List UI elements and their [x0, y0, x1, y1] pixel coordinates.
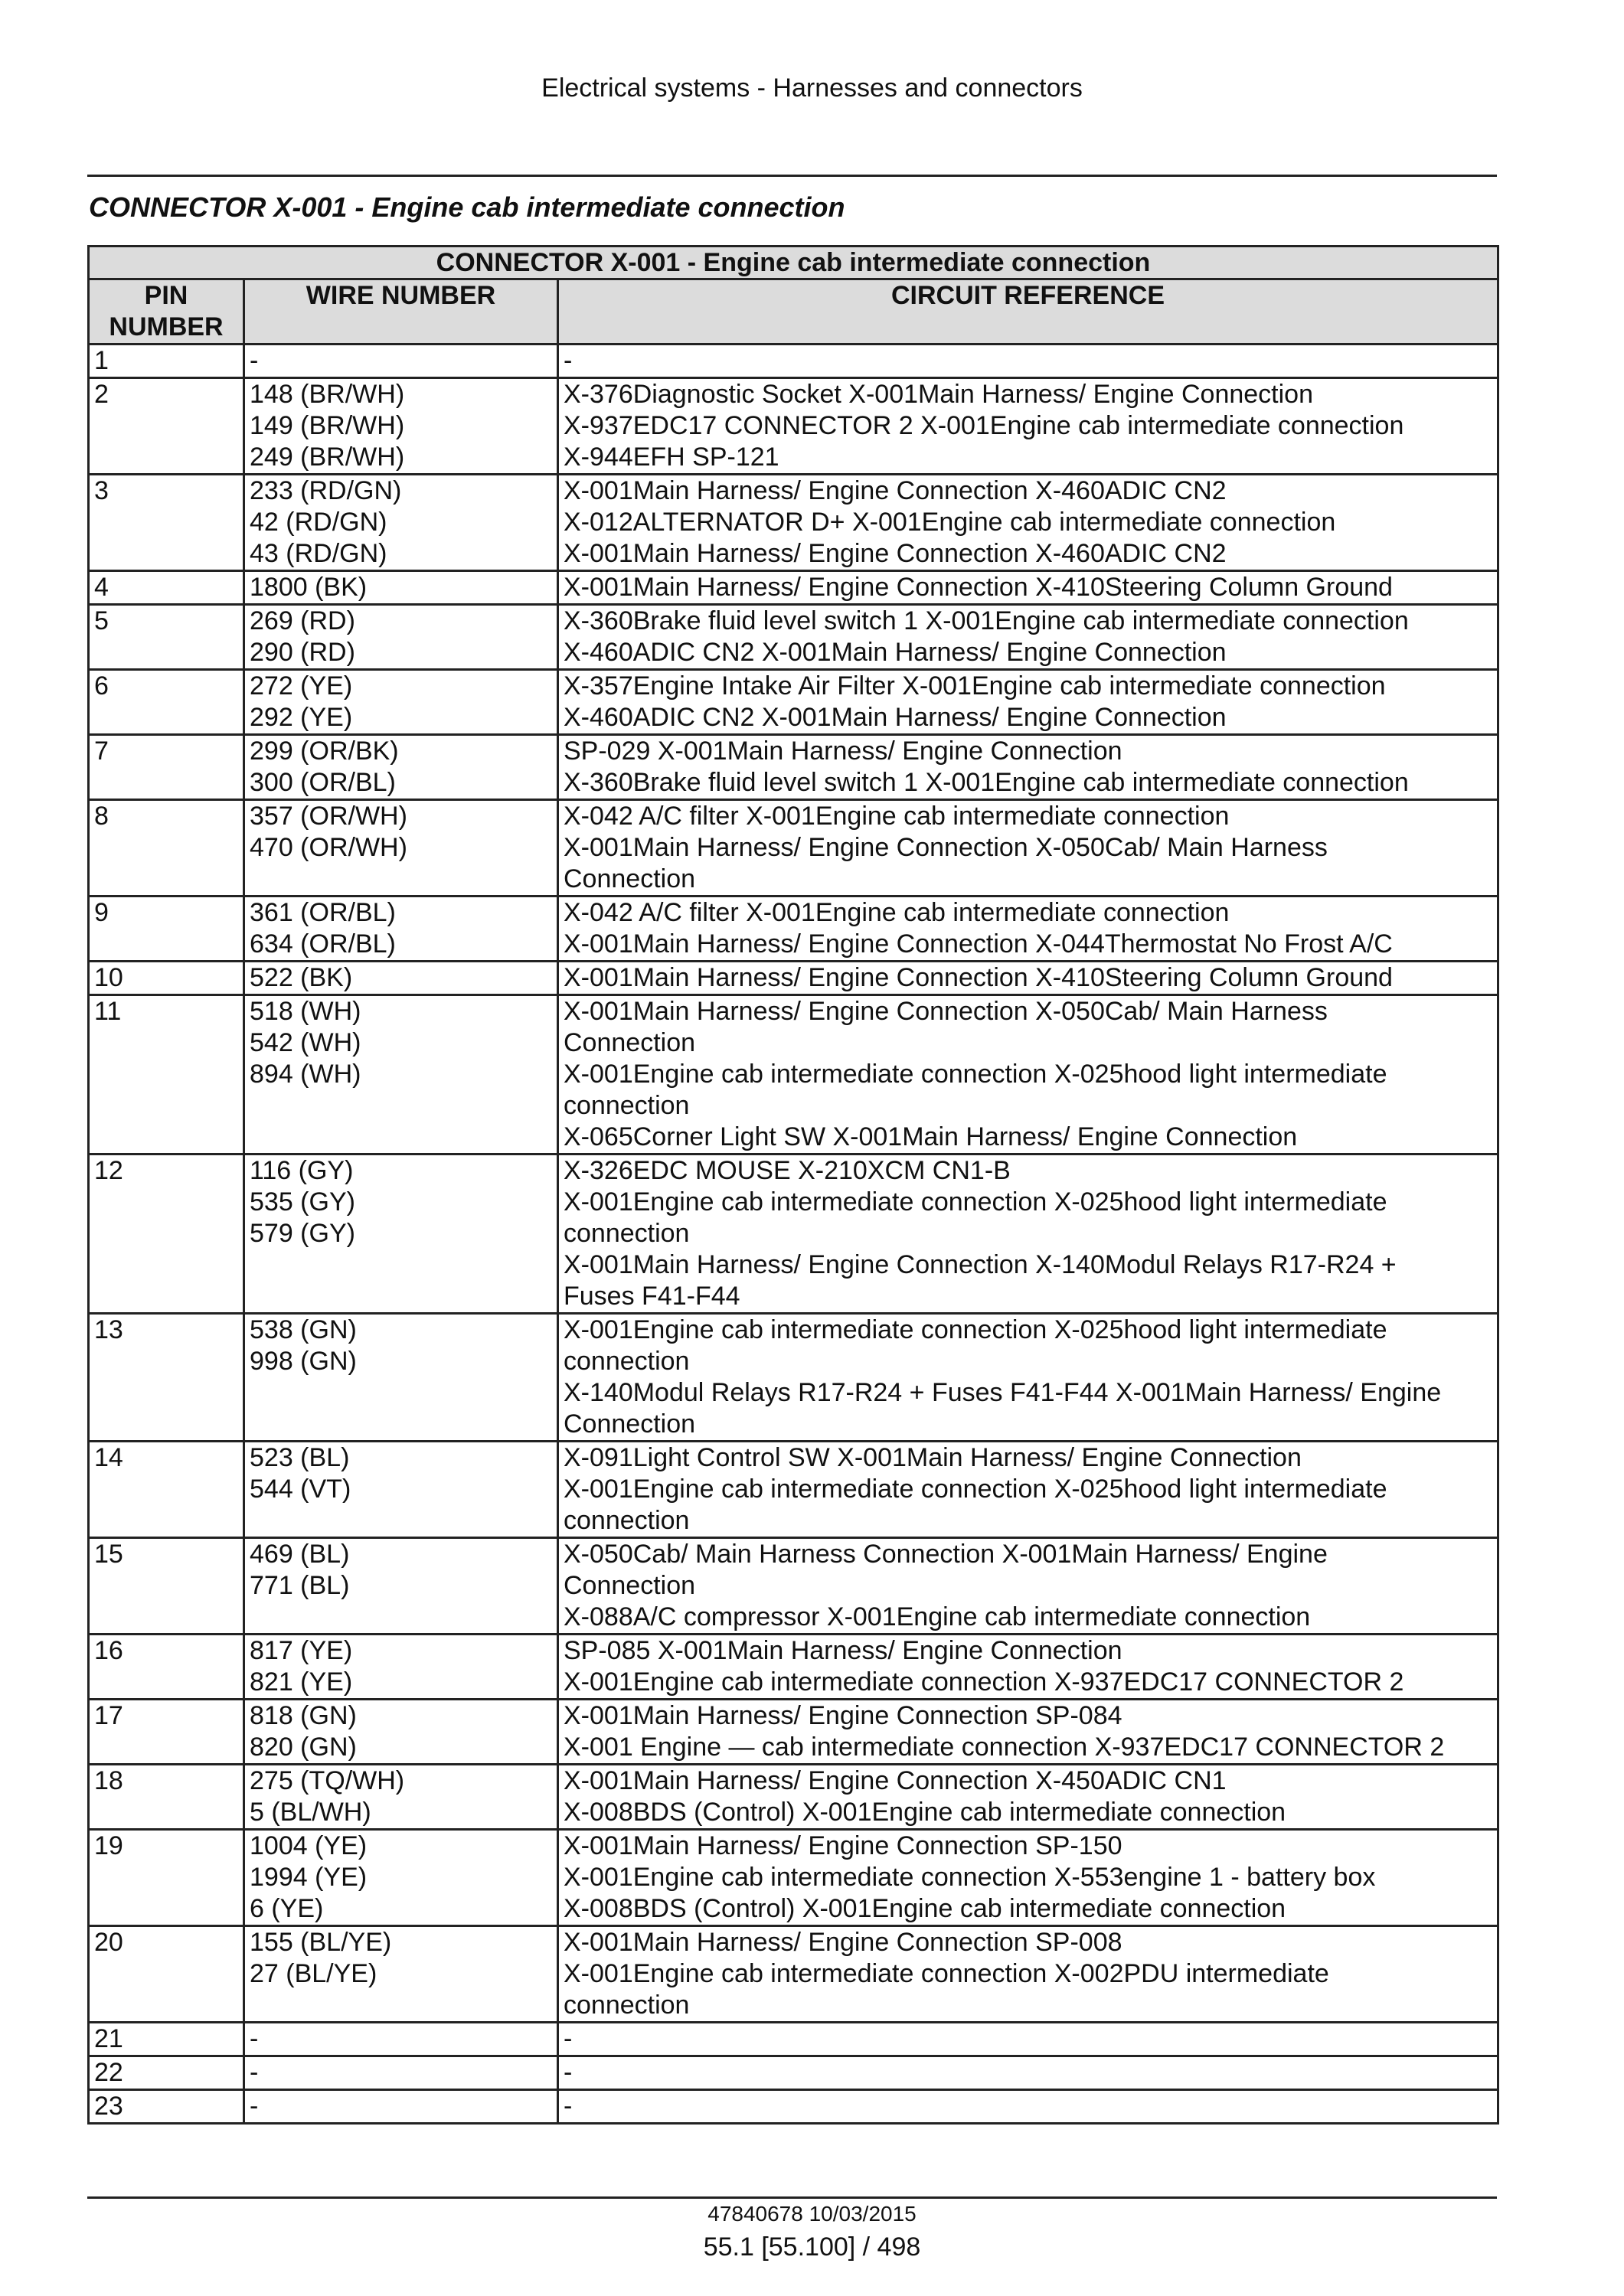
pin-number-cell: 14	[89, 1442, 244, 1538]
circuit-reference: X-357Engine Intake Air Filter X-001Engine cab intermediate connection	[564, 671, 1386, 701]
wire-number: 43 (RD/GN)	[250, 539, 387, 568]
circuit-reference: connection	[564, 1219, 690, 1248]
table-row	[89, 1538, 1498, 1635]
circuit-reference-cell	[558, 995, 1498, 1155]
pin-number-cell: 22	[89, 2056, 244, 2090]
column-header-pin-number: PIN NUMBER	[89, 279, 244, 345]
wire-number: 299 (OR/BK)	[250, 736, 399, 766]
wire-number-cell	[244, 897, 558, 962]
circuit-reference: X-008BDS (Control) X-001Engine cab intermediate connection	[564, 1798, 1286, 1827]
table-row	[89, 1765, 1498, 1830]
header-rule	[87, 175, 1497, 177]
wire-number: 272 (YE)	[250, 671, 353, 701]
circuit-reference-cell	[558, 1700, 1498, 1765]
pin-number-cell: 12	[89, 1155, 244, 1314]
pin-number-cell: 17	[89, 1700, 244, 1765]
pin-number-cell: 13	[89, 1314, 244, 1442]
circuit-reference: SP-085 X-001Main Harness/ Engine Connection	[564, 1636, 1122, 1665]
wire-number: 361 (OR/BL)	[250, 898, 396, 927]
wire-number: 1800 (BK)	[250, 573, 368, 602]
wire-number: 818 (GN)	[250, 1701, 357, 1730]
pin-number-cell: 16	[89, 1635, 244, 1700]
wire-number-cell	[244, 962, 558, 995]
circuit-reference: X-001Engine cab intermediate connection X-025hood light intermediate	[564, 1315, 1387, 1344]
column-header-circuit-reference: CIRCUIT REFERENCE	[558, 279, 1498, 345]
circuit-reference-cell	[558, 475, 1498, 571]
circuit-reference: Connection	[564, 1409, 696, 1439]
pin-number-cell: 15	[89, 1538, 244, 1635]
wire-number-cell	[244, 2090, 558, 2124]
pin-number-cell: 7	[89, 735, 244, 800]
circuit-reference: X-001Engine cab intermediate connection X-937EDC17 CONNECTOR 2	[564, 1667, 1404, 1697]
table-row	[89, 2056, 1498, 2090]
circuit-reference: X-944EFH SP-121	[564, 443, 779, 472]
circuit-reference: X-140Modul Relays R17-R24 + Fuses F41-F44 X-001Main Harness/ Engine	[564, 1378, 1442, 1407]
circuit-reference: X-001Main Harness/ Engine Connection X-050Cab/ Main Harness	[564, 997, 1328, 1026]
pin-number-cell: 2	[89, 378, 244, 475]
wire-number-cell	[244, 1926, 558, 2023]
wire-number: 233 (RD/GN)	[250, 476, 402, 505]
circuit-reference-cell	[558, 1635, 1498, 1700]
circuit-reference-cell	[558, 378, 1498, 475]
table-row	[89, 670, 1498, 735]
circuit-reference: X-001Main Harness/ Engine Connection X-460ADIC CN2	[564, 476, 1227, 505]
pin-number-cell: 6	[89, 670, 244, 735]
wire-number-cell	[244, 1700, 558, 1765]
wire-number: 542 (WH)	[250, 1028, 361, 1057]
circuit-reference-cell	[558, 2090, 1498, 2124]
table-row	[89, 800, 1498, 897]
footer-rule	[87, 2196, 1497, 2199]
wire-number: 894 (WH)	[250, 1060, 361, 1089]
circuit-reference: X-001Main Harness/ Engine Connection SP-084	[564, 1701, 1122, 1730]
wire-number: 275 (TQ/WH)	[250, 1766, 405, 1795]
pin-number-cell: 10	[89, 962, 244, 995]
wire-number: 6 (YE)	[250, 1894, 324, 1923]
wire-number-cell	[244, 2056, 558, 2090]
wire-number: 470 (OR/WH)	[250, 833, 407, 862]
wire-number: 771 (BL)	[250, 1571, 350, 1600]
wire-number-cell	[244, 475, 558, 571]
wire-number-cell	[244, 1155, 558, 1314]
wire-number-cell	[244, 800, 558, 897]
circuit-reference: X-460ADIC CN2 X-001Main Harness/ Engine Connection	[564, 703, 1227, 732]
wire-number: 148 (BR/WH)	[250, 380, 405, 409]
circuit-reference-cell	[558, 670, 1498, 735]
table-row	[89, 2090, 1498, 2124]
wire-number: 579 (GY)	[250, 1219, 355, 1248]
circuit-reference: X-360Brake fluid level switch 1 X-001Engine cab intermediate connection	[564, 768, 1409, 797]
page-header: Electrical systems - Harnesses and connectors	[541, 73, 1083, 103]
table-row	[89, 605, 1498, 670]
circuit-reference: connection	[564, 1991, 690, 2020]
table-row	[89, 897, 1498, 962]
circuit-reference: X-460ADIC CN2 X-001Main Harness/ Engine Connection	[564, 638, 1227, 667]
circuit-reference-cell	[558, 1538, 1498, 1635]
pin-number-cell: 9	[89, 897, 244, 962]
circuit-reference: X-091Light Control SW X-001Main Harness/ Engine Connection	[564, 1443, 1302, 1472]
wire-number-cell	[244, 1830, 558, 1926]
table-row	[89, 571, 1498, 605]
wire-number: 1004 (YE)	[250, 1831, 368, 1860]
circuit-reference: X-001Main Harness/ Engine Connection X-050Cab/ Main Harness	[564, 833, 1328, 862]
pin-number-cell: 5	[89, 605, 244, 670]
circuit-reference-cell	[558, 571, 1498, 605]
circuit-reference: connection	[564, 1347, 690, 1376]
circuit-reference-cell	[558, 1830, 1498, 1926]
circuit-reference: -	[564, 346, 573, 375]
table-row	[89, 1155, 1498, 1314]
pin-number-cell: 18	[89, 1765, 244, 1830]
circuit-reference: X-001Main Harness/ Engine Connection SP-008	[564, 1928, 1122, 1957]
wire-number: 155 (BL/YE)	[250, 1928, 392, 1957]
circuit-reference: X-001Engine cab intermediate connection X-025hood light intermediate	[564, 1060, 1387, 1089]
circuit-reference: -	[564, 2058, 573, 2087]
wire-number: 1994 (YE)	[250, 1863, 368, 1892]
wire-number: 518 (WH)	[250, 997, 361, 1026]
wire-number: 998 (GN)	[250, 1347, 357, 1376]
circuit-reference: -	[564, 2024, 573, 2053]
wire-number: 535 (GY)	[250, 1187, 355, 1217]
circuit-reference: X-001Main Harness/ Engine Connection X-140Modul Relays R17-R24 +	[564, 1250, 1397, 1279]
table-row	[89, 378, 1498, 475]
circuit-reference: X-008BDS (Control) X-001Engine cab intermediate connection	[564, 1894, 1286, 1923]
table-row	[89, 1442, 1498, 1538]
circuit-reference: connection	[564, 1506, 690, 1535]
circuit-reference: X-001Main Harness/ Engine Connection X-410Steering Column Ground	[564, 573, 1393, 602]
circuit-reference-cell	[558, 2023, 1498, 2056]
circuit-reference: X-088A/C compressor X-001Engine cab intermediate connection	[564, 1602, 1311, 1631]
pin-number-cell: 4	[89, 571, 244, 605]
pin-number-cell: 23	[89, 2090, 244, 2124]
footer-document-number: 47840678 10/03/2015	[707, 2202, 917, 2226]
wire-number: 116 (GY)	[250, 1156, 354, 1185]
pin-number-cell: 19	[89, 1830, 244, 1926]
wire-number-cell	[244, 571, 558, 605]
circuit-reference: Connection	[564, 1028, 696, 1057]
connector-table	[87, 245, 1499, 2125]
table-body	[89, 345, 1498, 2124]
pin-number-cell: 8	[89, 800, 244, 897]
circuit-reference-cell	[558, 605, 1498, 670]
pin-number-cell: 3	[89, 475, 244, 571]
circuit-reference: X-001Main Harness/ Engine Connection X-044Thermostat No Frost A/C	[564, 929, 1393, 959]
wire-number-cell	[244, 345, 558, 378]
circuit-reference-cell	[558, 1314, 1498, 1442]
circuit-reference-cell	[558, 1155, 1498, 1314]
table-row	[89, 1635, 1498, 1700]
wire-number: -	[250, 346, 259, 375]
wire-number-cell	[244, 995, 558, 1155]
pin-number-cell: 21	[89, 2023, 244, 2056]
circuit-reference: Fuses F41-F44	[564, 1282, 740, 1311]
wire-number: 817 (YE)	[250, 1636, 353, 1665]
wire-number-cell	[244, 670, 558, 735]
table-row	[89, 995, 1498, 1155]
table-row	[89, 1314, 1498, 1442]
circuit-reference: Connection	[564, 864, 696, 893]
wire-number: 27 (BL/YE)	[250, 1959, 377, 1988]
wire-number: 820 (GN)	[250, 1733, 357, 1762]
wire-number: 42 (RD/GN)	[250, 508, 387, 537]
wire-number: 292 (YE)	[250, 703, 353, 732]
wire-number: 269 (RD)	[250, 606, 355, 635]
circuit-reference: X-012ALTERNATOR D+ X-001Engine cab intermediate connection	[564, 508, 1336, 537]
wire-number: 290 (RD)	[250, 638, 355, 667]
wire-number: -	[250, 2092, 259, 2121]
table-row	[89, 475, 1498, 571]
circuit-reference-cell	[558, 1765, 1498, 1830]
circuit-reference: X-360Brake fluid level switch 1 X-001Engine cab intermediate connection	[564, 606, 1409, 635]
circuit-reference: Connection	[564, 1571, 696, 1600]
wire-number-cell	[244, 1442, 558, 1538]
column-header-wire-number: WIRE NUMBER	[244, 279, 558, 345]
circuit-reference: X-001Engine cab intermediate connection X-002PDU intermediate	[564, 1959, 1329, 1988]
wire-number-cell	[244, 1765, 558, 1830]
wire-number: 522 (BK)	[250, 963, 353, 992]
circuit-reference: X-065Corner Light SW X-001Main Harness/ Engine Connection	[564, 1122, 1298, 1151]
table-row	[89, 1830, 1498, 1926]
table-title: CONNECTOR X-001 - Engine cab intermediate connection	[89, 247, 1498, 279]
wire-number-cell	[244, 1314, 558, 1442]
wire-number: 523 (BL)	[250, 1443, 350, 1472]
wire-number-cell	[244, 605, 558, 670]
circuit-reference: X-001Engine cab intermediate connection X-025hood light intermediate	[564, 1475, 1387, 1504]
circuit-reference-cell	[558, 345, 1498, 378]
wire-number: 544 (VT)	[250, 1475, 351, 1504]
circuit-reference: X-042 A/C filter X-001Engine cab intermediate connection	[564, 898, 1230, 927]
wire-number-cell	[244, 735, 558, 800]
table-row	[89, 1926, 1498, 2023]
circuit-reference: X-042 A/C filter X-001Engine cab intermediate connection	[564, 802, 1230, 831]
pin-number-cell: 1	[89, 345, 244, 378]
wire-number: 821 (YE)	[250, 1667, 353, 1697]
wire-number: 300 (OR/BL)	[250, 768, 396, 797]
wire-number: 469 (BL)	[250, 1540, 350, 1569]
circuit-reference: X-001Engine cab intermediate connection X-553engine 1 - battery box	[564, 1863, 1376, 1892]
pin-number-cell: 20	[89, 1926, 244, 2023]
circuit-reference: X-001Main Harness/ Engine Connection X-460ADIC CN2	[564, 539, 1227, 568]
wire-number: 249 (BR/WH)	[250, 443, 405, 472]
circuit-reference-cell	[558, 800, 1498, 897]
circuit-reference: X-937EDC17 CONNECTOR 2 X-001Engine cab intermediate connection	[564, 411, 1404, 440]
circuit-reference: X-001 Engine — cab intermediate connection X-937EDC17 CONNECTOR 2	[564, 1733, 1445, 1762]
wire-number: 634 (OR/BL)	[250, 929, 396, 959]
circuit-reference: X-326EDC MOUSE X-210XCM CN1-B	[564, 1156, 1011, 1185]
footer-page-number: 55.1 [55.100] / 498	[703, 2232, 921, 2262]
circuit-reference: X-001Main Harness/ Engine Connection X-450ADIC CN1	[564, 1766, 1227, 1795]
table-row	[89, 345, 1498, 378]
wire-number-cell	[244, 1635, 558, 1700]
table-row	[89, 2023, 1498, 2056]
wire-number-cell	[244, 2023, 558, 2056]
table-row	[89, 735, 1498, 800]
wire-number: 357 (OR/WH)	[250, 802, 407, 831]
wire-number: 149 (BR/WH)	[250, 411, 405, 440]
section-title: CONNECTOR X-001 - Engine cab intermediate connection	[89, 191, 845, 223]
wire-number: -	[250, 2024, 259, 2053]
circuit-reference-cell	[558, 735, 1498, 800]
circuit-reference: connection	[564, 1091, 690, 1120]
wire-number: 5 (BL/WH)	[250, 1798, 371, 1827]
circuit-reference-cell	[558, 962, 1498, 995]
wire-number: -	[250, 2058, 259, 2087]
table-row	[89, 962, 1498, 995]
circuit-reference: X-001Engine cab intermediate connection X-025hood light intermediate	[564, 1187, 1387, 1217]
wire-number-cell	[244, 1538, 558, 1635]
circuit-reference: SP-029 X-001Main Harness/ Engine Connection	[564, 736, 1122, 766]
circuit-reference: X-001Main Harness/ Engine Connection SP-150	[564, 1831, 1122, 1860]
circuit-reference: X-001Main Harness/ Engine Connection X-410Steering Column Ground	[564, 963, 1393, 992]
circuit-reference-cell	[558, 2056, 1498, 2090]
circuit-reference-cell	[558, 1926, 1498, 2023]
pin-number-cell: 11	[89, 995, 244, 1155]
table-row	[89, 1700, 1498, 1765]
circuit-reference: -	[564, 2092, 573, 2121]
wire-number: 538 (GN)	[250, 1315, 357, 1344]
circuit-reference: X-050Cab/ Main Harness Connection X-001Main Harness/ Engine	[564, 1540, 1328, 1569]
wire-number-cell	[244, 378, 558, 475]
circuit-reference-cell	[558, 897, 1498, 962]
circuit-reference-cell	[558, 1442, 1498, 1538]
circuit-reference: X-376Diagnostic Socket X-001Main Harness/ Engine Connection	[564, 380, 1313, 409]
